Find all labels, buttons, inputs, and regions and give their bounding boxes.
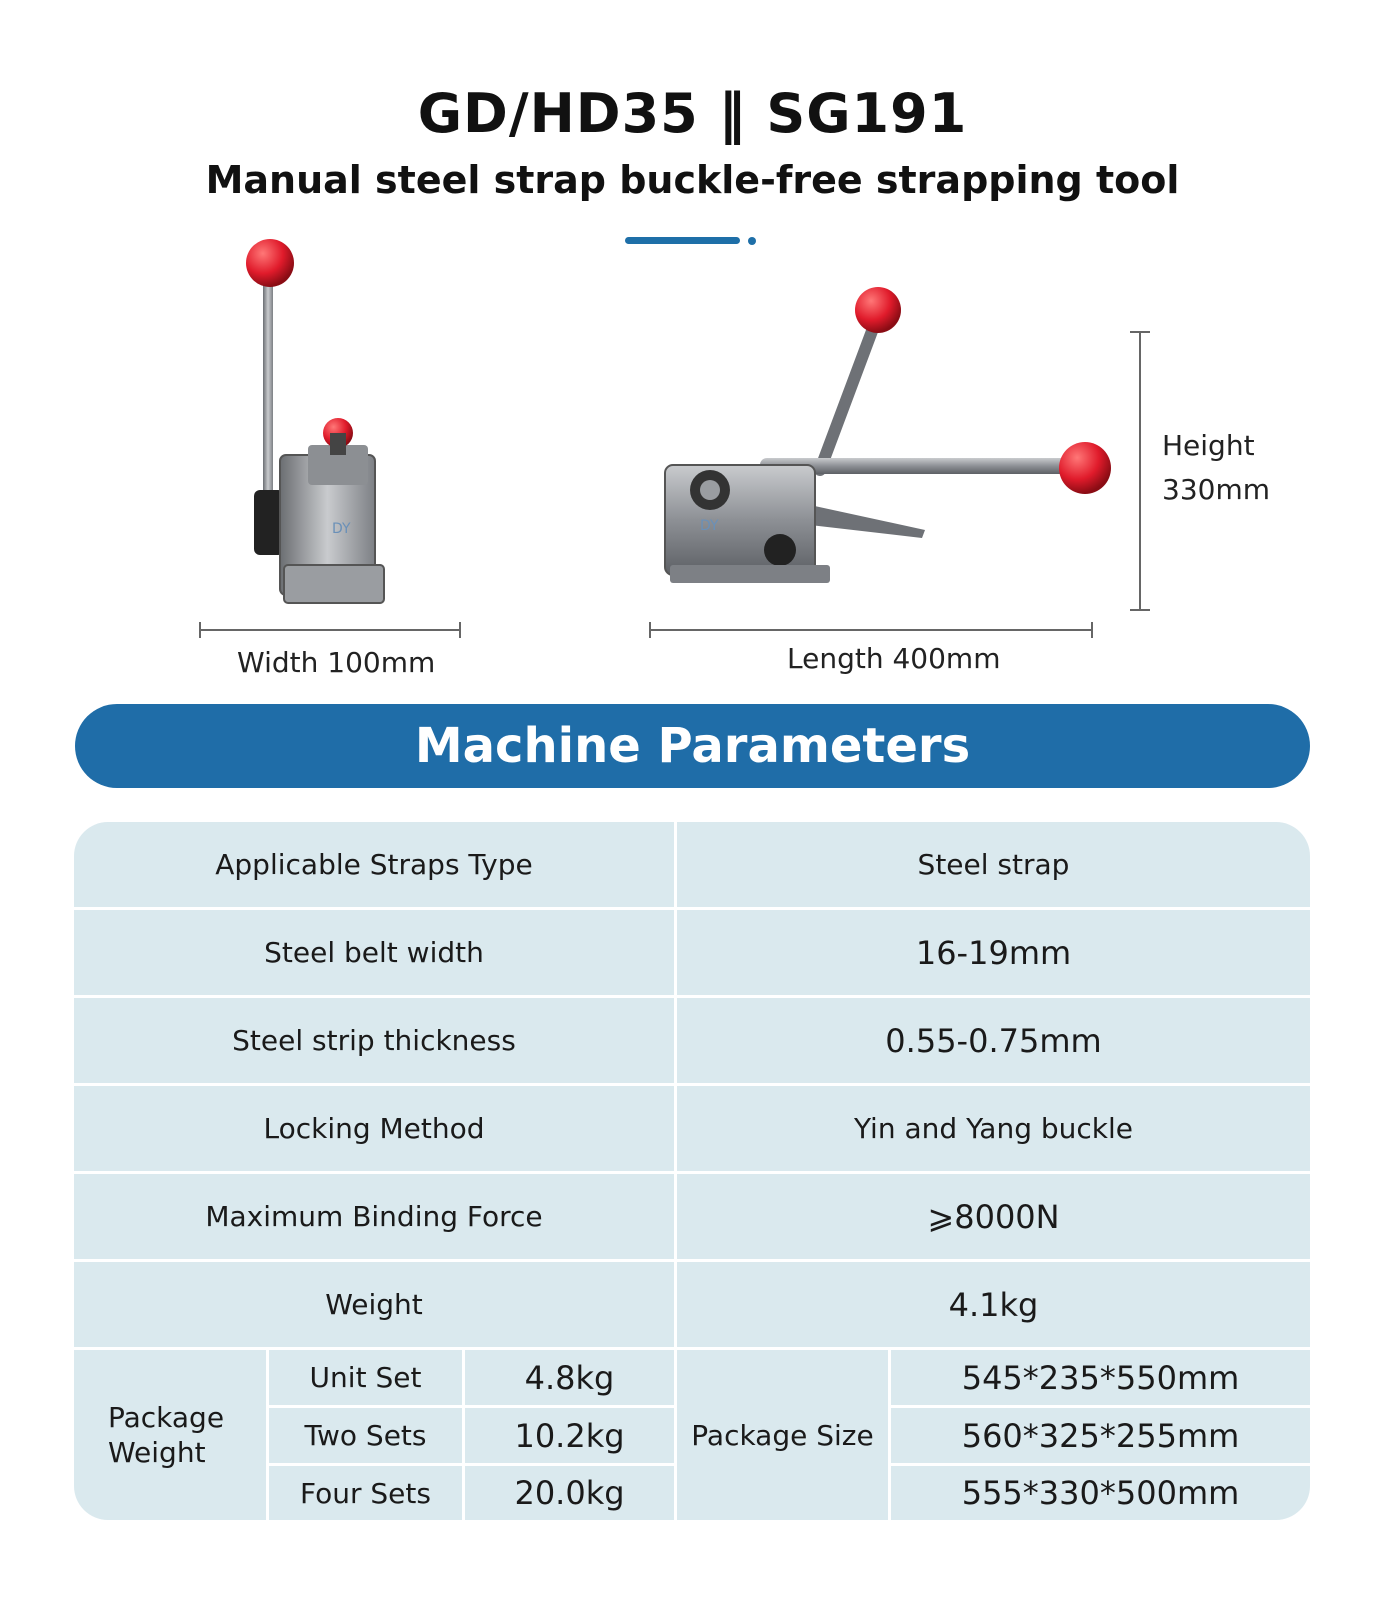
param-name-cell: Steel strip thickness [74,998,674,1083]
param-name-cell: Steel belt width [74,910,674,995]
package-size-label: Package Size [677,1350,888,1520]
width-label: Width 100mm [237,646,436,679]
param-name-cell: Locking Method [74,1086,674,1171]
tool-side-view-image [660,280,1130,590]
package-size-cell: 560*325*255mm [891,1408,1310,1463]
height-label [1162,424,1270,512]
tool-front-view-image [240,235,400,615]
parameters-table [74,822,1310,1520]
package-size-cell: 555*330*500mm [891,1466,1310,1520]
param-name-cell: Maximum Binding Force [74,1174,674,1259]
accent-bar [625,237,740,244]
length-label: Length 400mm [787,642,1001,675]
page-title: GD/HD35 ‖ SG191 [417,82,968,145]
param-value-cell: 16-19mm [677,910,1310,995]
param-value-cell: 4.1kg [677,1262,1310,1347]
param-value-cell: 0.55-0.75mm [677,998,1310,1083]
svg-text:DY: DY [700,518,719,534]
param-value-cell: Yin and Yang buckle [677,1086,1310,1171]
param-value-cell: ⩾8000N [677,1174,1310,1259]
param-name-cell: Applicable Straps Type [74,822,674,907]
package-weight-cell: 4.8kg [465,1350,674,1405]
package-weight-cell: 10.2kg [465,1408,674,1463]
package-set-cell: Unit Set [269,1350,462,1405]
package-weight-label: Package Weight [74,1350,266,1520]
height-label-line1: Height [1162,429,1255,462]
length-dimension-line [646,620,1098,640]
param-name-cell: Weight [74,1262,674,1347]
package-set-cell: Two Sets [269,1408,462,1463]
height-dimension-line [1128,330,1152,612]
page-subtitle: Manual steel strap buckle-free strapping tool [205,158,1180,202]
accent-dot [748,237,756,245]
package-set-cell: Four Sets [269,1466,462,1520]
param-value-cell: Steel strap [677,822,1310,907]
height-label-line2: 330mm [1162,473,1270,506]
package-weight-cell: 20.0kg [465,1466,674,1520]
width-dimension-line [196,620,466,640]
machine-parameters-banner: Machine Parameters [75,704,1310,788]
package-size-cell: 545*235*550mm [891,1350,1310,1405]
svg-text:DY: DY [332,521,351,537]
